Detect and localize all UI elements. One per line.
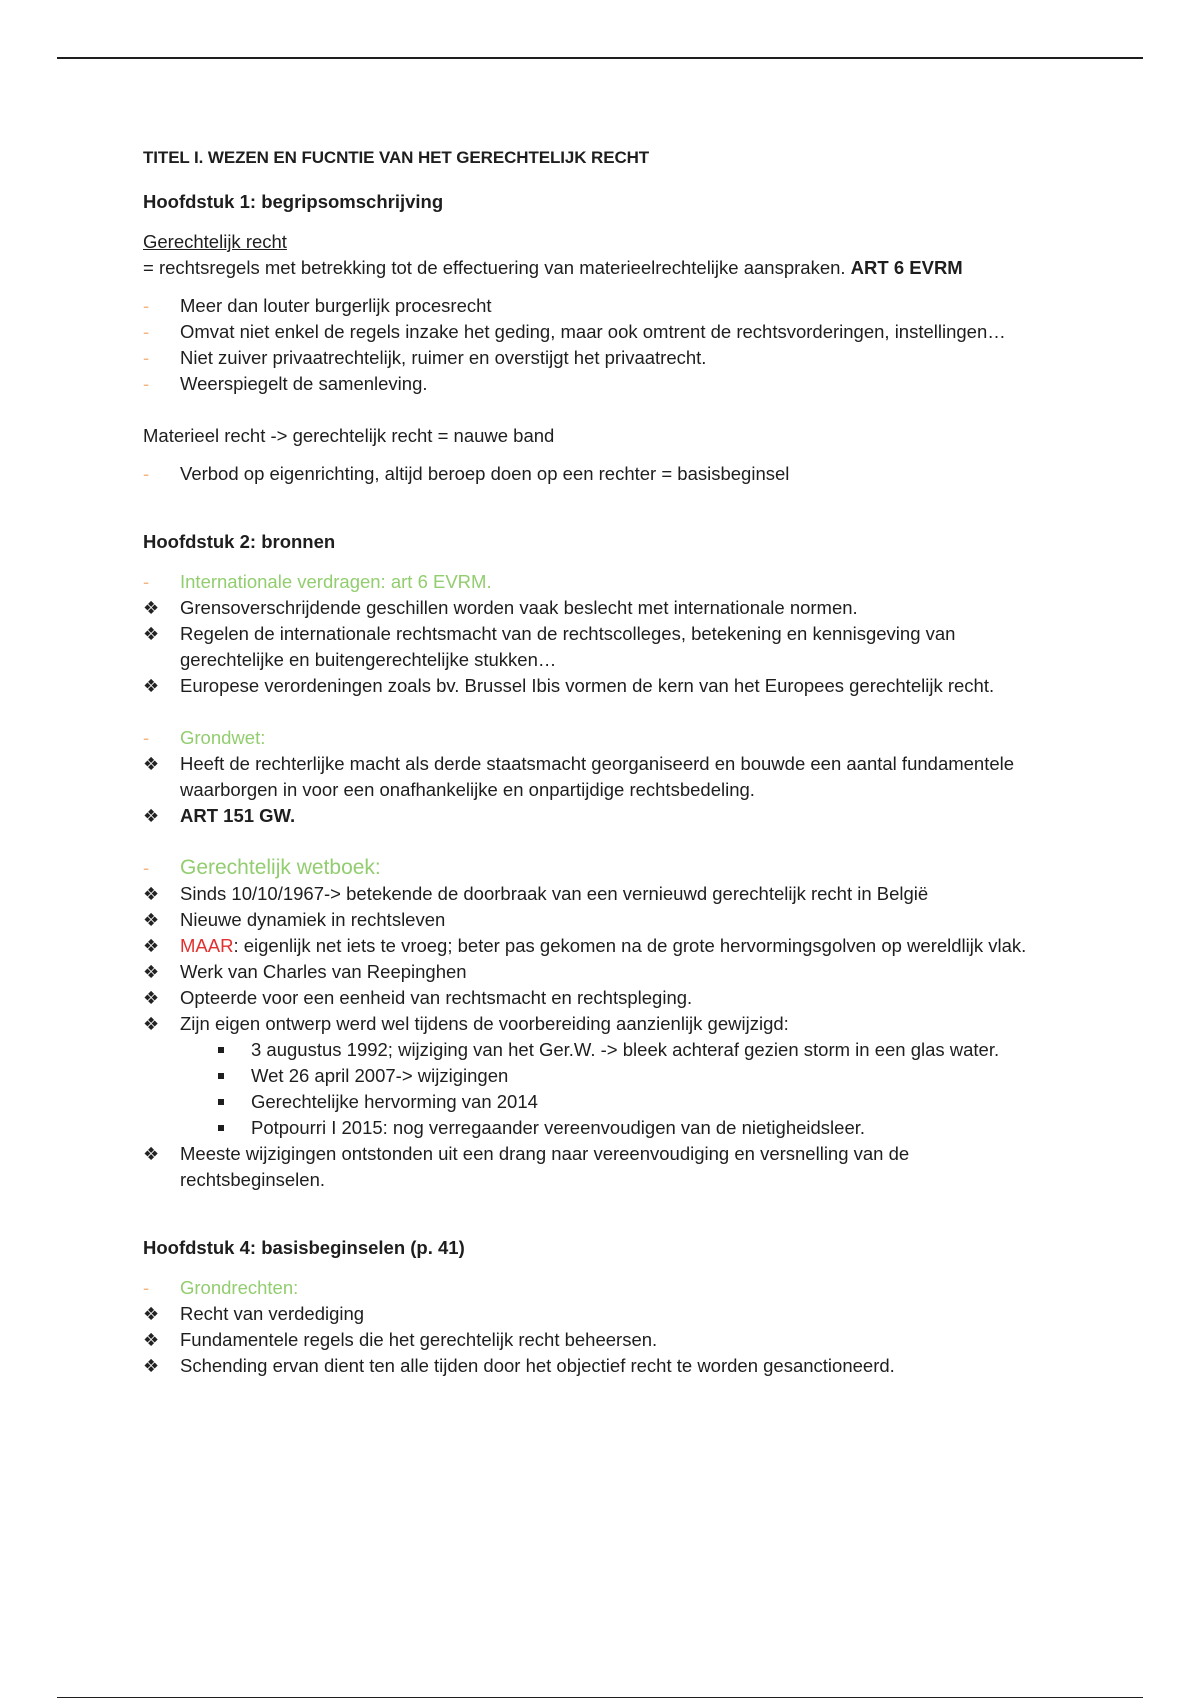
dash-bullet: -: [143, 295, 150, 316]
square-bullet-icon: [218, 1047, 224, 1053]
dash-bullet: -: [143, 463, 150, 484]
list-item: ❖ Heeft de rechterlijke macht als derde staatsmacht georganiseerd en bouwde een aantal fundamentele waarborgen in voor een onafhankelijke en onpartijdige rechtsbedeling.: [143, 753, 1015, 800]
sub-list-item: Gerechtelijke hervorming van 2014: [180, 1089, 1043, 1115]
diamond-bullet-icon: ❖: [143, 936, 160, 956]
square-bullet-icon: [218, 1125, 224, 1131]
document-body: [143, 145, 1043, 1379]
definition: [143, 255, 1043, 281]
list-item: ❖ Schending ervan dient ten alle tijden door het objectief recht te worden gesanctioneerd.: [143, 1353, 1043, 1379]
document-title: TITEL I. WEZEN EN FUCNTIE VAN HET GERECHTELIJK RECHT: [143, 148, 650, 167]
list-item: ❖ Werk van Charles van Reepinghen: [143, 959, 1043, 985]
diamond-bullet-icon: ❖: [143, 1330, 160, 1350]
definition-text: = rechtsregels met betrekking tot de effectuering van materieelrechtelijke aanspraken.: [143, 257, 851, 278]
intl-list: [143, 569, 1043, 699]
dash-bullet: -: [143, 727, 150, 748]
term-heading: Gerechtelijk recht: [143, 231, 287, 252]
list-item: ❖ Sinds 10/10/1967-> betekende de doorbraak van een vernieuwd gerechtelijk recht in België: [143, 881, 1043, 907]
list-item: ❖ Zijn eigen ontwerp werd wel tijdens de voorbereiding aanzienlijk gewijzigd: 3 augustus 1992; wijziging van het Ger.W. -> bleek achteraf gezien storm in een glas water. Wet 26 april 2007-> wijzigingen Gerechtelijke hervorming van 2014 Potpourri I 2015: nog verregaander vereenvoudigen van de nietigheidsleer.: [143, 1011, 1043, 1141]
diamond-bullet-icon: ❖: [143, 884, 160, 904]
diamond-bullet-icon: ❖: [143, 910, 160, 930]
diamond-bullet-icon: ❖: [143, 754, 160, 774]
diamond-bullet-icon: ❖: [143, 598, 160, 618]
chapter-1-heading: Hoofdstuk 1: begripsomschrijving: [143, 191, 444, 212]
diamond-bullet-icon: ❖: [143, 1356, 160, 1376]
list-item: - Meer dan louter burgerlijk procesrecht: [143, 293, 1043, 319]
diamond-bullet-icon: ❖: [143, 806, 160, 826]
dash-bullet: -: [143, 321, 150, 342]
diamond-bullet-icon: ❖: [143, 962, 160, 982]
relation-list: [143, 461, 1043, 487]
list-item: - Weerspiegelt de samenleving.: [143, 371, 1043, 397]
list-item: - Omvat niet enkel de regels inzake het geding, maar ook omtrent de rechtsvorderingen, instellingen…: [143, 319, 1043, 345]
list-item: ❖ Recht van verdediging: [143, 1301, 1043, 1327]
grondrechten-list: [143, 1275, 1043, 1379]
list-item: ❖ Europese verordeningen zoals bv. Brussel Ibis vormen de kern van het Europees gerechtelijk recht.: [143, 673, 1043, 699]
sub-list-item: Potpourri I 2015: nog verregaander vereenvoudigen van de nietigheidsleer.: [180, 1115, 1043, 1141]
list-item: ❖ Fundamentele regels die het gerechtelijk recht beheersen.: [143, 1327, 1043, 1353]
list-item: ❖ ART 151 GW.: [143, 803, 1043, 829]
section-label: - Grondrechten:: [143, 1275, 1043, 1301]
chapter-4-heading: Hoofdstuk 4: basisbeginselen (p. 41): [143, 1237, 465, 1258]
list-item: ❖ Grensoverschrijdende geschillen worden vaak beslecht met internationale normen.: [143, 595, 1043, 621]
diamond-bullet-icon: ❖: [143, 988, 160, 1008]
section-label: - Internationale verdragen: art 6 EVRM.: [143, 569, 1043, 595]
list-item: ❖ Nieuwe dynamiek in rechtsleven: [143, 907, 1043, 933]
list-item: - Niet zuiver privaatrechtelijk, ruimer en overstijgt het privaatrecht.: [143, 345, 1043, 371]
definition-ref: ART 6 EVRM: [850, 257, 963, 278]
dash-bullet: -: [143, 857, 150, 878]
list-item: - Verbod op eigenrichting, altijd beroep doen op een rechter = basisbeginsel: [143, 461, 1043, 487]
diamond-bullet-icon: ❖: [143, 1014, 160, 1034]
list-item: ❖ Regelen de internationale rechtsmacht van de rechtscolleges, betekening en kennisgeving van gerechtelijke en buitengerechtelijke stukken…: [143, 623, 956, 670]
wijzigingen-sublist: [180, 1037, 1043, 1141]
diamond-bullet-icon: ❖: [143, 1144, 160, 1164]
dash-bullet: -: [143, 1277, 150, 1298]
list-item: ❖ Opteerde voor een eenheid van rechtsmacht en rechtspleging.: [143, 985, 1043, 1011]
list-item: ❖ Meeste wijzigingen ontstonden uit een drang naar vereenvoudiging en versnelling van de rechtsbeginselen.: [143, 1143, 910, 1190]
sub-list-item: Wet 26 april 2007-> wijzigingen: [180, 1063, 1043, 1089]
square-bullet-icon: [218, 1073, 224, 1079]
header-rule: [57, 57, 1143, 59]
list-item: ❖ MAAR: eigenlijk net iets te vroeg; beter pas gekomen na de grote hervormingsgolven op wereldlijk vlak.: [143, 933, 1043, 959]
dash-bullet: -: [143, 571, 150, 592]
diamond-bullet-icon: ❖: [143, 676, 160, 696]
section-label: - Grondwet:: [143, 725, 1043, 751]
diamond-bullet-icon: ❖: [143, 624, 160, 644]
dash-bullet: -: [143, 347, 150, 368]
sub-list-item: 3 augustus 1992; wijziging van het Ger.W. -> bleek achteraf gezien storm in een glas water.: [180, 1037, 1043, 1063]
chapter-2-heading: Hoofdstuk 2: bronnen: [143, 531, 336, 552]
maar-highlight: MAAR: [180, 935, 234, 956]
wetboek-list: [143, 855, 1043, 1193]
section-label: - Gerechtelijk wetboek:: [143, 856, 381, 879]
dash-bullet: -: [143, 373, 150, 394]
grondwet-list: [143, 725, 1043, 829]
footer-rule: [57, 1697, 1143, 1698]
square-bullet-icon: [218, 1099, 224, 1105]
ch1-list: [143, 293, 1043, 397]
diamond-bullet-icon: ❖: [143, 1304, 160, 1324]
relation-text: Materieel recht -> gerechtelijk recht = nauwe band: [143, 425, 555, 446]
